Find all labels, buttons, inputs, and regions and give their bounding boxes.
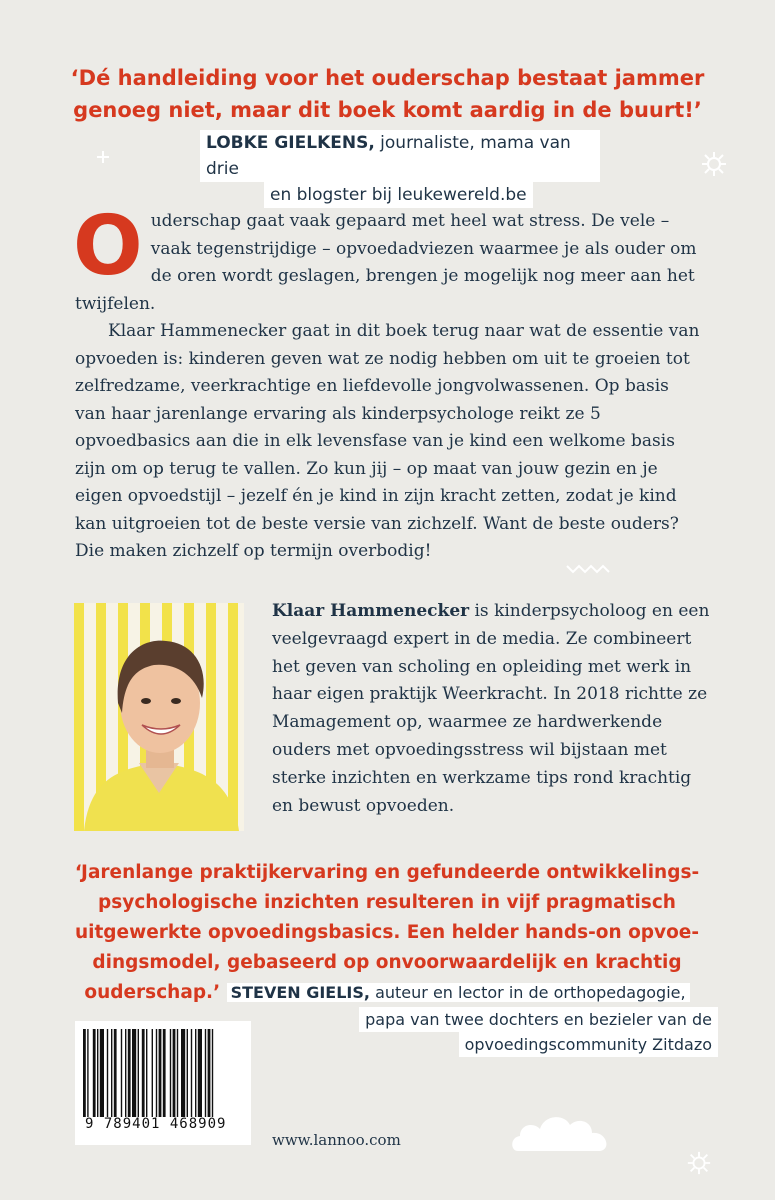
barcode-bar xyxy=(138,1029,139,1117)
barcode-bar xyxy=(187,1029,188,1117)
top-quote xyxy=(60,62,715,126)
author-bio xyxy=(272,598,712,820)
bottom-quote-role2: papa van twee dochters en bezieler van de xyxy=(359,1007,718,1032)
cloud-doodle-icon xyxy=(510,1105,620,1153)
barcode-bar xyxy=(212,1029,213,1117)
intro-text xyxy=(73,199,700,566)
barcode-bar xyxy=(191,1029,192,1117)
author-name: Klaar Hammenecker xyxy=(272,601,470,621)
barcode-bar xyxy=(114,1029,117,1117)
barcode-bar xyxy=(198,1029,202,1117)
barcode-bar xyxy=(97,1029,98,1117)
barcode-bar xyxy=(195,1029,196,1117)
barcode-bar xyxy=(173,1029,176,1117)
top-quote-role-line1: journaliste, mama van drie xyxy=(206,133,571,179)
drop-cap: O xyxy=(73,199,143,294)
barcode-bar xyxy=(132,1029,136,1117)
top-quote-line1: ‘Dé handleiding voor het ouderschap bestaat jammer xyxy=(70,66,705,90)
barcode-bar xyxy=(87,1029,88,1117)
sun-doodle-icon xyxy=(700,150,728,178)
author-bio-text: is kinderpsycholoog en een veelgevraagd expert in de media. Ze combineert het geven van scholing en opleiding met werk in haar eigen praktijk Weerkracht. In 2018 richtte ze Mamagement op, waarmee ze hardwerkende ouders met opvoedingsstress wil bijstaan met sterke inzichten en werkzame tips rond krachtig en bewust opvoeden. xyxy=(272,601,710,816)
barcode-bar xyxy=(142,1029,145,1117)
intro-paragraph-2: Klaar Hammenecker gaat in dit boek terug naar wat de essentie van opvoeden is: kinderen geven wat ze nodig hebben om uit te groeien tot zelfredzame, veerkrachtige en liefdevolle jongvolwassenen. Op basis van haar jarenlange ervaring als kinderpsychologe reikt ze 5 opvoedbasics aan die in elk levensfase van je kind een welkome basis zijn om op terug te vallen. Zo kun jij – op maat van jouw gezin en je eigen opvoedstijl – jezelf én je kind in zijn kracht zetten, zodat je kind kan uitgroeien tot de beste versie van zichzelf. Want de beste ouders? Die maken zichzelf op termijn overbodig! xyxy=(75,321,700,561)
barcode-bar xyxy=(128,1029,131,1117)
barcode-bar xyxy=(177,1029,178,1117)
bottom-quote-text: ‘Jarenlange praktijkervaring en gefundeerde ontwikkelings-psychologische inzichten resulteren in vijf pragmatisch uitgewerkte opvoedingsbasics. Een helder hands-on opvoe-dingsmodel, gebaseerd op onvoorwaardelijk en krachtig ouderschap.’ xyxy=(74,862,700,1003)
bottom-quote xyxy=(62,858,712,1008)
barcode-bar xyxy=(125,1029,126,1117)
barcode-bar xyxy=(121,1029,122,1117)
bottom-quote-attribution xyxy=(268,1007,718,1057)
barcode-number: 9 789401 468909 xyxy=(85,1116,227,1132)
barcode-bar xyxy=(159,1029,162,1117)
barcode-bar xyxy=(93,1029,96,1117)
cross-doodle-icon xyxy=(96,150,110,164)
top-quote-role-line2: en blogster bij leukewereld.be xyxy=(264,182,533,208)
barcode-bar xyxy=(100,1029,104,1117)
website-url: www.lannoo.com xyxy=(272,1131,401,1149)
barcode-bar xyxy=(170,1029,171,1117)
barcode-bar xyxy=(156,1029,157,1117)
intro-paragraph-1: uderschap gaat vaak gepaard met heel wat stress. De vele – vaak tegenstrijdige – opvoedadviezen waarmee je als ouder om de oren wordt geslagen, brengen je mogelijk nog meer aan het twijfelen. xyxy=(75,211,697,314)
bottom-quote-role1: auteur en lector in de orthopedagogie, xyxy=(369,983,686,1002)
barcode-bar xyxy=(163,1029,166,1117)
bottom-quote-role3: opvoedingscommunity Zitdazo xyxy=(459,1032,718,1057)
barcode-bar xyxy=(205,1029,206,1117)
barcode-bar xyxy=(107,1029,108,1117)
top-quote-author: LOBKE GIELKENS, xyxy=(206,133,375,153)
barcode-bar xyxy=(181,1029,185,1117)
barcode-bar xyxy=(146,1029,147,1117)
author-photo xyxy=(74,603,244,831)
barcode-bar xyxy=(152,1029,153,1117)
barcode-bar xyxy=(208,1029,211,1117)
barcode-bar xyxy=(111,1029,112,1117)
bottom-quote-author: STEVEN GIELIS, xyxy=(230,983,370,1002)
sun-doodle-icon xyxy=(686,1150,712,1176)
top-quote-line2: genoeg niet, maar dit boek komt aardig in de buurt!’ xyxy=(73,98,702,122)
top-quote-attribution xyxy=(200,130,600,208)
barcode-bar xyxy=(83,1029,86,1117)
